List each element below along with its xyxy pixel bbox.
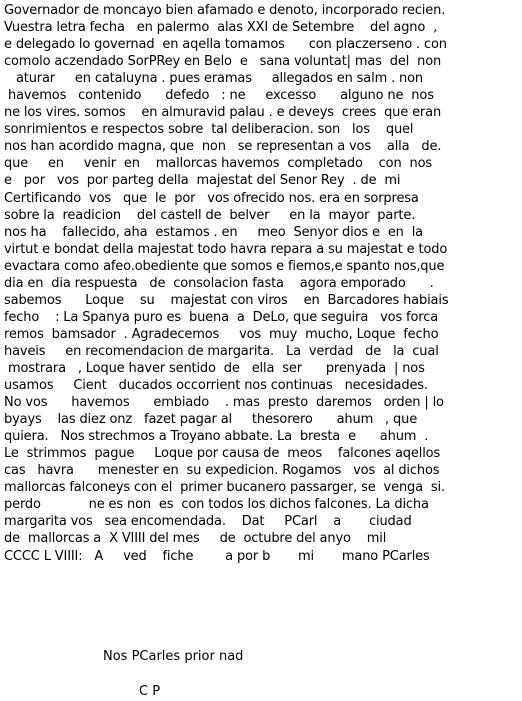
text-line: e delegado lo governad en aqella tomamos con placzerseno . con xyxy=(4,37,447,53)
text-line: dia en dia respuesta de consolacion fasta agora emporado . xyxy=(4,275,434,291)
text-line: margarita vos sea encomendada. Dat PCarl a ciudad xyxy=(4,514,412,530)
text-line: que en venir en mallorcas havemos completado con nos xyxy=(4,156,433,172)
text-line: quiera. Nos strechmos a Troyano abbate. La bresta e ahum . xyxy=(4,429,429,445)
text-line: havemos contenido defedo : ne excesso alguno ne nos xyxy=(4,88,434,104)
text-line: comolo aczendado SorPRey en Belo e sana voluntat| mas del non xyxy=(4,54,442,70)
text-line: Vuestra letra fecha en palermo alas XXI de Setembre del agno , xyxy=(4,20,438,36)
text-line: remos bamsador . Agradecemos vos muy mucho, Loque fecho xyxy=(4,326,439,342)
text-line: de mallorcas a X VIIII del mes de octubre del anyo mil xyxy=(4,531,387,547)
text-line: virtut e bondat della majestat todo havra repara a su majestat e todo xyxy=(4,241,448,257)
text-line: mostrara , Loque haver sentido de ella ser prenyada | nos xyxy=(4,360,425,376)
letter-body xyxy=(4,2,520,565)
text-line: Certificando vos que le por vos ofrecido nos. era en sorpresa xyxy=(4,190,419,206)
text-line: ne los vires. somos en almuravid palau . e deveys crees que eran xyxy=(4,105,442,121)
text-line: fecho : La Spanya puro es buena a DeLo, que seguira vos forca xyxy=(4,309,439,325)
text-line: CCCC L VIIII: A ved fiche a por b mi mano PCarles xyxy=(4,548,430,564)
text-line: sabemos Loque su majestat con viros en Barcadores habiais xyxy=(4,292,449,308)
text-line: cas havra menester en su expedicion. Rogamos vos al dichos xyxy=(4,463,440,479)
text-line: mallorcas falconeys con el primer bucanero passarger, se venga si. xyxy=(4,480,445,496)
text-line: byays las diez onz fazet pagar al thesorero ahum , que xyxy=(4,412,418,428)
text-line: evactara como afeo.obediente que somos e fiemos,e spanto nos,que xyxy=(4,258,445,274)
signature-line: Nos PCarles prior nad xyxy=(103,649,244,664)
text-line: aturar en cataluyna . pues eramas allegados en salm . non xyxy=(4,71,424,87)
text-line: nos ha fallecido, aha estamos . en meo Senyor dios e en la xyxy=(4,224,423,240)
text-line: No vos havemos embiado . mas presto daremos orden | lo xyxy=(4,395,444,411)
text-line: e por vos por parteg della majestat del Senor Rey . de mi xyxy=(4,173,401,189)
text-line: Governador de moncayo bien afamado e denoto, incorporado recien. xyxy=(4,3,446,18)
text-line: Le strimmos pague Loque por causa de meos falcones aqellos xyxy=(4,446,441,462)
initials-line: C P xyxy=(139,684,161,699)
text-line: usamos Cient ducados occorrient nos continuas necesidades. xyxy=(4,378,428,394)
text-line: nos han acordido magna, que non se representan a vos alla de. xyxy=(4,139,442,155)
text-line: sonrimientos e respectos sobre tal deliberacion. son los quel xyxy=(4,122,414,138)
text-line: sobre la readicion del castell de belver en la mayor parte. xyxy=(4,207,416,223)
text-line: haveis en recomendacion de margarita. La verdad de la cual xyxy=(4,343,439,359)
text-line: perdo ne es non es con todos los dichos falcones. La dicha xyxy=(4,497,429,513)
